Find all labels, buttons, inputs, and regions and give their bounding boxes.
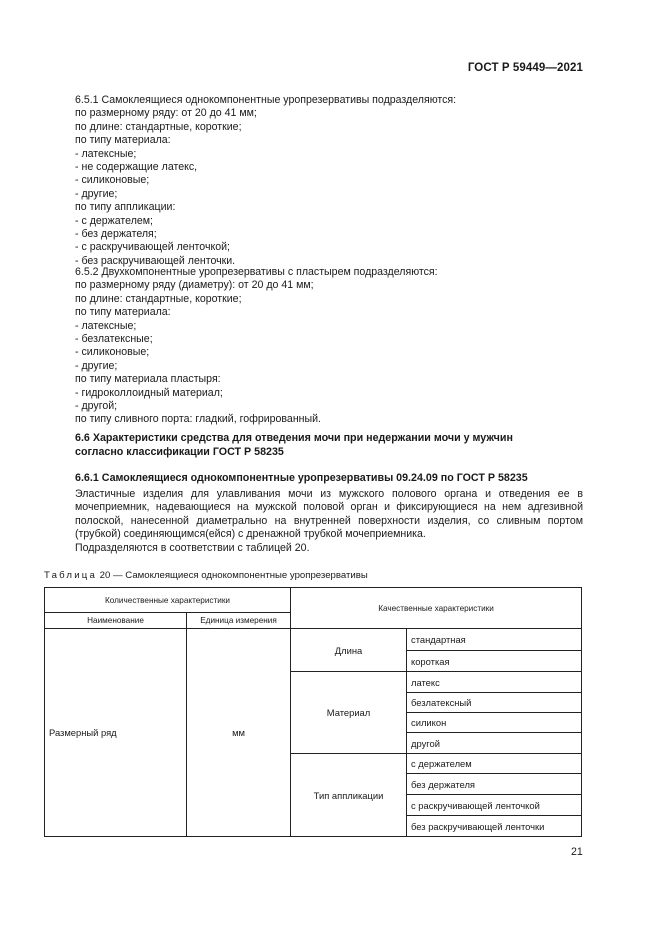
- header-unit: Единица измерения: [187, 613, 291, 629]
- group-application-label: Тип аппликации: [291, 754, 407, 837]
- text-line: по длине: стандартные, короткие;: [75, 292, 242, 305]
- size-range-cell: Размерный ряд: [45, 629, 187, 837]
- text-line: по типу аппликации:: [75, 201, 176, 214]
- value-cell: с раскручивающей ленточкой: [407, 795, 582, 816]
- value-cell: безлатексный: [407, 693, 582, 713]
- section-6-6-heading: [75, 432, 583, 459]
- value-cell: без держателя: [407, 774, 582, 795]
- text-line: по типу материала:: [75, 134, 171, 147]
- text-line: - с держателем;: [75, 214, 153, 227]
- section-6-6-1-heading: [75, 472, 583, 486]
- text-line: 6.5.2 Двухкомпонентные уропрезервативы с пластырем подразделяются:: [75, 266, 438, 278]
- table-caption: [44, 570, 368, 581]
- section-6-5-2: [75, 266, 583, 427]
- text-line: - гидроколлоидный материал;: [75, 386, 223, 399]
- unit-cell: мм: [187, 629, 291, 837]
- value-cell: латекс: [407, 672, 582, 693]
- text-line: - без раскручивающей ленточки.: [75, 254, 236, 267]
- value-cell: другой: [407, 733, 582, 754]
- standard-code: ГОСТ Р 59449—2021: [467, 62, 583, 74]
- heading-line: 6.6.1 Самоклеящиеся однокомпонентные уропрезервативы 09.24.09 по ГОСТ Р 58235: [75, 472, 528, 484]
- table-20: [44, 587, 582, 837]
- section-6-5-1: [75, 94, 583, 268]
- text-line: по размерному ряду: от 20 до 41 мм;: [75, 107, 257, 120]
- text-line: по типу материала:: [75, 306, 171, 319]
- header-quantitative: Количественные характеристики: [45, 588, 291, 613]
- value-cell: стандартная: [407, 629, 582, 651]
- text-line: - без держателя;: [75, 228, 157, 241]
- value-cell: с держателем: [407, 754, 582, 774]
- caption-rest: 20 — Самоклеящиеся однокомпонентные уропрезервативы: [97, 570, 368, 581]
- text-line: по типу сливного порта: гладкий, гофрированный.: [75, 413, 321, 426]
- group-length-label: Длина: [291, 629, 407, 672]
- heading-line: согласно классификации ГОСТ Р 58235: [75, 445, 284, 458]
- text-line: - другие;: [75, 187, 118, 200]
- text-line: - латексные;: [75, 147, 137, 160]
- table-reference: Подразделяются в соответствии с таблицей 20.: [75, 541, 310, 554]
- text-line: по типу материала пластыря:: [75, 373, 221, 386]
- heading-line: 6.6 Характеристики средства для отведения мочи при недержании мочи у мужчин: [75, 432, 513, 444]
- value-cell: без раскручивающей ленточки: [407, 816, 582, 837]
- header-qualitative: Качественные характеристики: [291, 588, 582, 629]
- header-name: Наименование: [45, 613, 187, 629]
- text-line: - другие;: [75, 359, 118, 372]
- text-line: - не содержащие латекс,: [75, 161, 198, 174]
- text-line: - силиконовые;: [75, 346, 150, 359]
- text-line: по длине: стандартные, короткие;: [75, 120, 242, 133]
- text-line: - силиконовые;: [75, 174, 150, 187]
- section-6-6-1-body: [75, 488, 583, 555]
- text-line: - безлатексные;: [75, 333, 153, 346]
- page-number: 21: [571, 846, 583, 858]
- description-paragraph: Эластичные изделия для улавливания мочи из мужского полового органа и отведения ее в мочеприемник, надевающиеся на мужской половой орган и фиксирующиеся на нем адгезивной полоской, нанесенной диаметрально на внутренней поверхности изделия, со сливным портом (трубкой) соединяющимся(ейся) с дренажной трубкой мочеприемника.: [75, 488, 583, 541]
- text-line: по размерному ряду (диаметру): от 20 до 41 мм;: [75, 279, 314, 292]
- text-line: - латексные;: [75, 319, 137, 332]
- value-cell: силикон: [407, 713, 582, 733]
- caption-word: Таблица: [44, 570, 98, 581]
- text-line: - с раскручивающей ленточкой;: [75, 241, 230, 254]
- value-cell: короткая: [407, 651, 582, 672]
- text-line: 6.5.1 Самоклеящиеся однокомпонентные уропрезервативы подразделяются:: [75, 94, 457, 106]
- group-material-label: Материал: [291, 672, 407, 754]
- text-line: - другой;: [75, 400, 118, 413]
